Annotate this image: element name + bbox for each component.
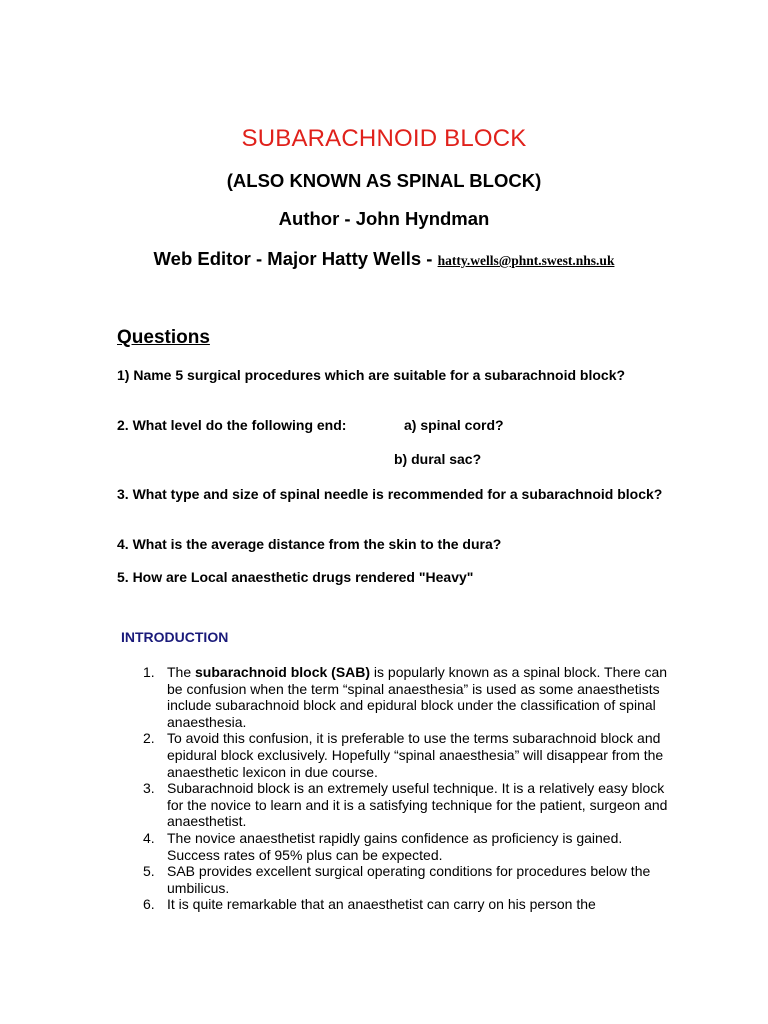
introduction-list [135, 664, 675, 913]
introduction-heading: INTRODUCTION [121, 629, 229, 645]
list-item-number: 3. [143, 780, 155, 797]
question-1: 1) Name 5 surgical procedures which are suitable for a subarachnoid block? [117, 367, 626, 383]
list-item-number: 2. [143, 730, 155, 747]
list-item-text: To avoid this confusion, it is preferable to use the terms subarachnoid block and epidural block exclusively. Hopefully “spinal anaesthesia” will disappear from the anaesthetic lexicon in due course. [167, 730, 664, 780]
list-item-text: Subarachnoid block is an extremely useful technique. It is a relatively easy block for the novice to learn and it is a satisfying technique for the patient, surgeon and anaesthetist. [167, 780, 668, 830]
list-item-text: SAB provides excellent surgical operating conditions for procedures below the umbilicus. [167, 863, 651, 896]
document-title: SUBARACHNOID BLOCK [241, 125, 527, 152]
editor-line [0, 246, 768, 274]
question-5: 5. How are Local anaesthetic drugs rendered "Heavy" [117, 569, 474, 585]
author-line: Author - John Hyndman [278, 208, 490, 229]
questions-heading: Questions [117, 327, 210, 348]
question-3: 3. What type and size of spinal needle is recommended for a subarachnoid block? [117, 486, 663, 502]
list-item [135, 863, 675, 896]
list-item-text: It is quite remarkable that an anaesthetist can carry on his person the [167, 896, 596, 913]
editor-email-link[interactable]: hatty.wells@phnt.swest.nhs.uk [437, 253, 615, 268]
list-item [135, 780, 675, 830]
list-item-number: 1. [143, 664, 155, 680]
question-2 [117, 417, 677, 434]
list-item-text: is popularly known as a spinal block. There can be confusion when the term “spinal anaesthesia” is used as some anaesthetists include subarachnoid block and epidural block under the classification of spinal anaesthesia. [167, 664, 668, 730]
list-item-text: The [167, 664, 196, 680]
list-item-number: 6. [143, 896, 155, 913]
question-4: 4. What is the average distance from the skin to the dura? [117, 536, 502, 552]
editor-label: Web Editor - Major Hatty Wells - [153, 248, 438, 269]
list-item [135, 730, 675, 780]
question-2-text: 2. What level do the following end: [117, 417, 347, 433]
question-2-option-a: a) spinal cord? [404, 417, 504, 433]
question-2-option-b: b) dural sac? [394, 451, 482, 467]
list-item-number: 5. [143, 863, 155, 880]
list-item [135, 664, 675, 730]
list-item [135, 830, 675, 863]
list-item-text: The novice anaesthetist rapidly gains confidence as proficiency is gained. Success rates of 95% plus can be expected. [167, 829, 623, 863]
list-item [135, 896, 675, 913]
document-subtitle: (ALSO KNOWN AS SPINAL BLOCK) [226, 170, 542, 191]
list-item-bold-term: subarachnoid block (SAB) [195, 664, 371, 680]
list-item-number: 4. [143, 829, 155, 846]
